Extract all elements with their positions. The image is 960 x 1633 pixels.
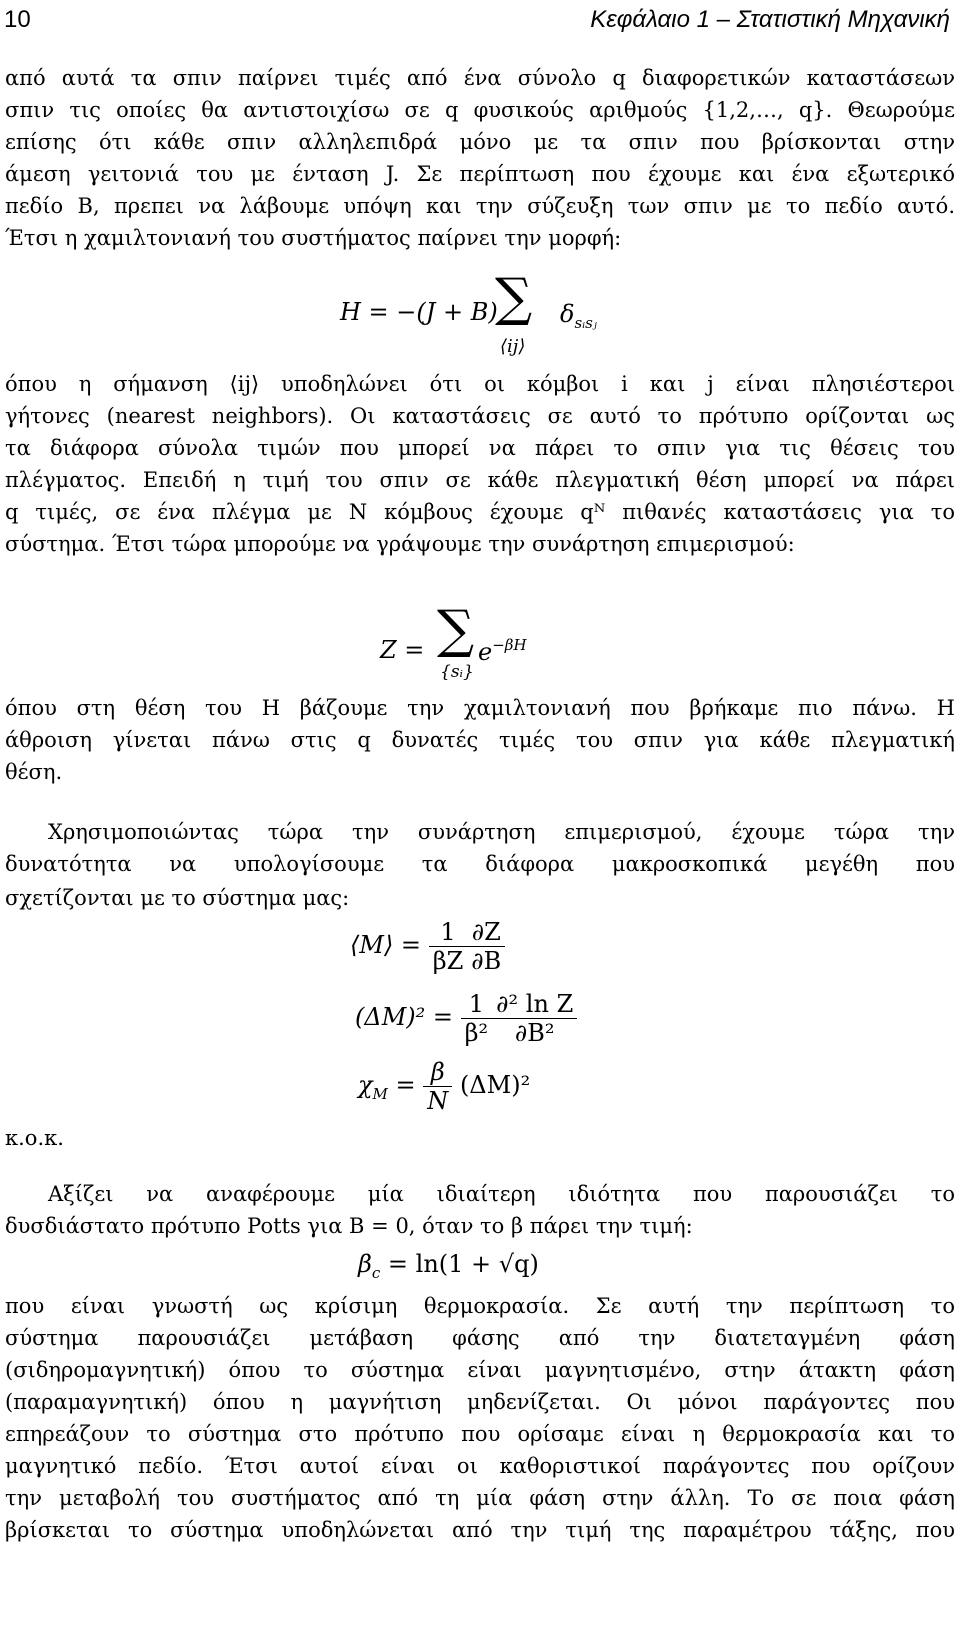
text-line: δυνατότητα να υπολογίσουμε τα διάφορα μακροσκοπικά μεγέθη που bbox=[5, 852, 955, 876]
equation-lhs: Z = bbox=[380, 636, 425, 664]
equation-term: $\delta_{sᵢsⱼ}$ bbox=[560, 300, 597, 332]
text-line: τα διάφορα σύνολα τιμών που μπορεί να πάρει το σπιν για τις θέσεις του bbox=[5, 436, 955, 460]
page-header bbox=[0, 0, 960, 50]
text-line: επίσης ότι κάθε σπιν αλληλεπιδρά μόνο με τα σπιν που βρίσκονται στην bbox=[5, 130, 955, 154]
text-line: πεδίο B, πρεπει να λάβουμε υπόψη και την σύζευξη των σπιν με το πεδίο αυτό. bbox=[5, 194, 955, 218]
equation-lhs: H = −(J + B) bbox=[340, 298, 498, 326]
text-line: Έτσι η χαμιλτονιανή του συστήματος παίρνει την μορφή: bbox=[5, 226, 622, 250]
text-line: γήτονες (nearest neighbors). Οι καταστάσεις σε αυτό το πρότυπο ορίζονται ως bbox=[5, 404, 955, 428]
text-line: επηρεάζουν το σύστημα στο πρότυπο που ορίσαμε είναι η θερμοκρασία και το bbox=[5, 1422, 955, 1446]
text-line: άμεση γειτονιά του με ένταση J. Σε περίπτωση που έχουμε και ένα εξωτερικό bbox=[5, 162, 955, 186]
magnetization-equation: ⟨M⟩ = $\frac{1}{\beta Z}$ $\frac{\partial Z}{\partial B}$ bbox=[350, 918, 505, 975]
text-line: την μεταβολή του συστήματος από τη μία φάση στην άλλη. Το σε ποια φάση bbox=[5, 1486, 955, 1510]
text-line: από αυτά τα σπιν παίρνει τιμές από ένα σύνολο q διαφορετικών καταστάσεων bbox=[5, 66, 955, 90]
text-line: μαγνητικό πεδίο. Έτσι αυτοί είναι οι καθοριστικοί παράγοντες που ορίζουν bbox=[5, 1454, 955, 1478]
text-line: δυσδιάστατο πρότυπο Potts για B = 0, όταν το β πάρει την τιμή: bbox=[5, 1214, 693, 1238]
sum-index: ⟨ij⟩ bbox=[500, 336, 526, 357]
chapter-title: Κεφάλαιο 1 – Στατιστική Μηχανική bbox=[590, 6, 950, 33]
text-line: σπιν τις οποίες θα αντιστοιχίσω σε q φυσικούς αριθμούς {1,2,…, q}. Θεωρούμε bbox=[5, 98, 955, 122]
text-line: θέση. bbox=[5, 760, 63, 784]
text-line: (σιδηρομαγνητική) όπου το σύστημα είναι μαγνητισμένο, στην άτακτη φάση bbox=[5, 1358, 955, 1382]
text-line: σύστημα. Έτσι τώρα μπορούμε να γράψουμε την συνάρτηση επιμερισμού: bbox=[5, 532, 795, 556]
text-line: σχετίζονται με το σύστημα μας: bbox=[5, 886, 350, 910]
text-line: q τιμές, σε ένα πλέγμα με N κόμβους έχουμε qᴺ πιθανές καταστάσεις για το bbox=[5, 500, 955, 524]
text-line: Χρησιμοποιώντας τώρα την συνάρτηση επιμερισμού, έχουμε τώρα την bbox=[48, 820, 955, 844]
equation-term: $e^{-\beta H}$ bbox=[478, 636, 527, 666]
etc-label: κ.ο.κ. bbox=[5, 1126, 64, 1150]
sum-index: {sᵢ} bbox=[440, 662, 474, 682]
text-line: πλέγματος. Επειδή η τιμή του σπιν σε κάθε πλεγματική θέση μπορεί να πάρει bbox=[5, 468, 955, 492]
sum-symbol: ∑ bbox=[495, 268, 533, 328]
text-line: σύστημα παρουσιάζει μετάβαση φάσης από την διατεταγμένη φάση bbox=[5, 1326, 955, 1350]
text-line: άθροιση γίνεται πάνω στις q δυνατές τιμές του σπιν για κάθε πλεγματική bbox=[5, 728, 955, 752]
text-line: Αξίζει να αναφέρουμε μία ιδιαίτερη ιδιότητα που παρουσιάζει το bbox=[48, 1182, 955, 1206]
text-line: που είναι γνωστή ως κρίσιμη θερμοκρασία. Σε αυτή την περίπτωση το bbox=[5, 1294, 955, 1318]
critical-beta-equation: $\beta_c = \ln(1 + √q)$ bbox=[358, 1250, 539, 1282]
text-line: βρίσκεται το σύστημα υποδηλώνεται από την τιμή της παραμέτρου τάξης, που bbox=[5, 1518, 955, 1542]
page-number: 10 bbox=[4, 6, 31, 33]
text-line: όπου στη θέση του H βάζουμε την χαμιλτονιανή που βρήκαμε πιο πάνω. Η bbox=[5, 696, 955, 720]
sum-symbol: ∑ bbox=[437, 600, 475, 660]
susceptibility-equation: $\chi_M$ = $\frac{\beta}{N}$ (ΔM)² bbox=[358, 1058, 531, 1115]
variance-equation: (ΔM)² = $\frac{1}{\text{β²}}$ $\frac{\text{∂² ln Z}}{\text{∂B²}}$ bbox=[355, 990, 577, 1047]
text-line: (παραμαγνητική) όπου η μαγνήτιση μηδενίζεται. Οι μόνοι παράγοντες που bbox=[5, 1390, 955, 1414]
text-line: όπου η σήμανση ⟨ij⟩ υποδηλώνει ότι οι κόμβοι i και j είναι πλησιέστεροι bbox=[5, 372, 955, 396]
